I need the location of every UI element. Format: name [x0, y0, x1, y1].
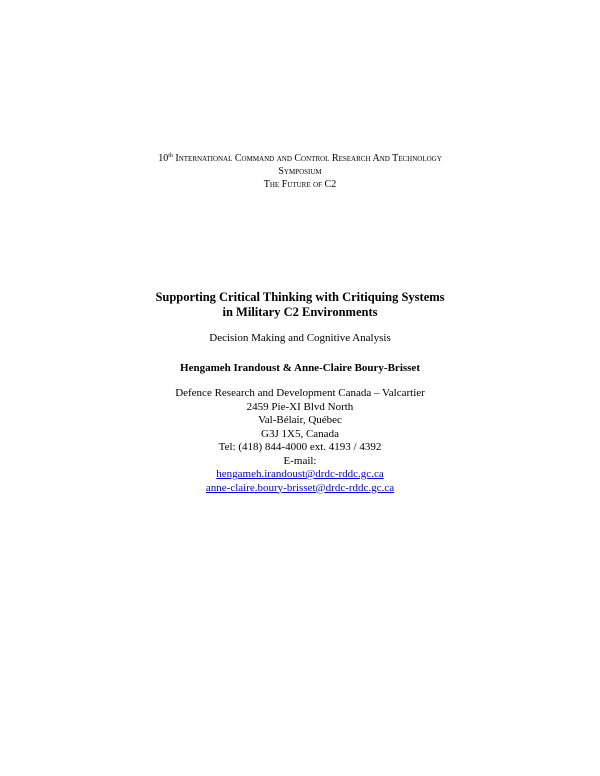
affiliation-street: 2459 Pie-XI Blvd North	[246, 400, 354, 413]
conference-header	[0, 152, 600, 191]
title-line-1: Supporting Critical Thinking with Critiquing Systems	[155, 290, 445, 304]
conference-line-1	[0, 152, 600, 165]
paper-authors: Hengameh Irandoust & Anne-Claire Boury-Brisset	[180, 362, 420, 374]
edition-number: 10	[158, 153, 169, 164]
affiliation-block	[0, 387, 600, 495]
conference-name: International Command and Control Research And Technology	[172, 153, 442, 164]
affiliation-phone: Tel: (418) 844-4000 ext. 4193 / 4392	[218, 441, 382, 453]
email-link-irandoust[interactable]: hengameh.irandoust@drdc-rddc.gc.ca	[216, 468, 384, 480]
conference-theme: The Future of C2	[263, 179, 337, 190]
edition-suffix: th	[168, 153, 173, 159]
email-line-2	[0, 482, 600, 496]
affiliation-organization: Defence Research and Development Canada – Valcartier	[175, 387, 425, 399]
paper-title	[0, 290, 600, 320]
email-label: E-mail:	[283, 454, 317, 467]
email-link-boury-brisset[interactable]: anne-claire.boury-brisset@drdc-rddc.gc.ca	[205, 481, 395, 494]
affiliation-city: Val-Bélair, Québec	[258, 414, 342, 426]
conference-line-2: Symposium	[278, 166, 322, 177]
affiliation-postal: G3J 1X5, Canada	[261, 427, 339, 440]
title-line-2: in Military C2 Environments	[222, 305, 378, 319]
email-line-1	[0, 468, 600, 482]
paper-topic: Decision Making and Cognitive Analysis	[209, 332, 391, 344]
